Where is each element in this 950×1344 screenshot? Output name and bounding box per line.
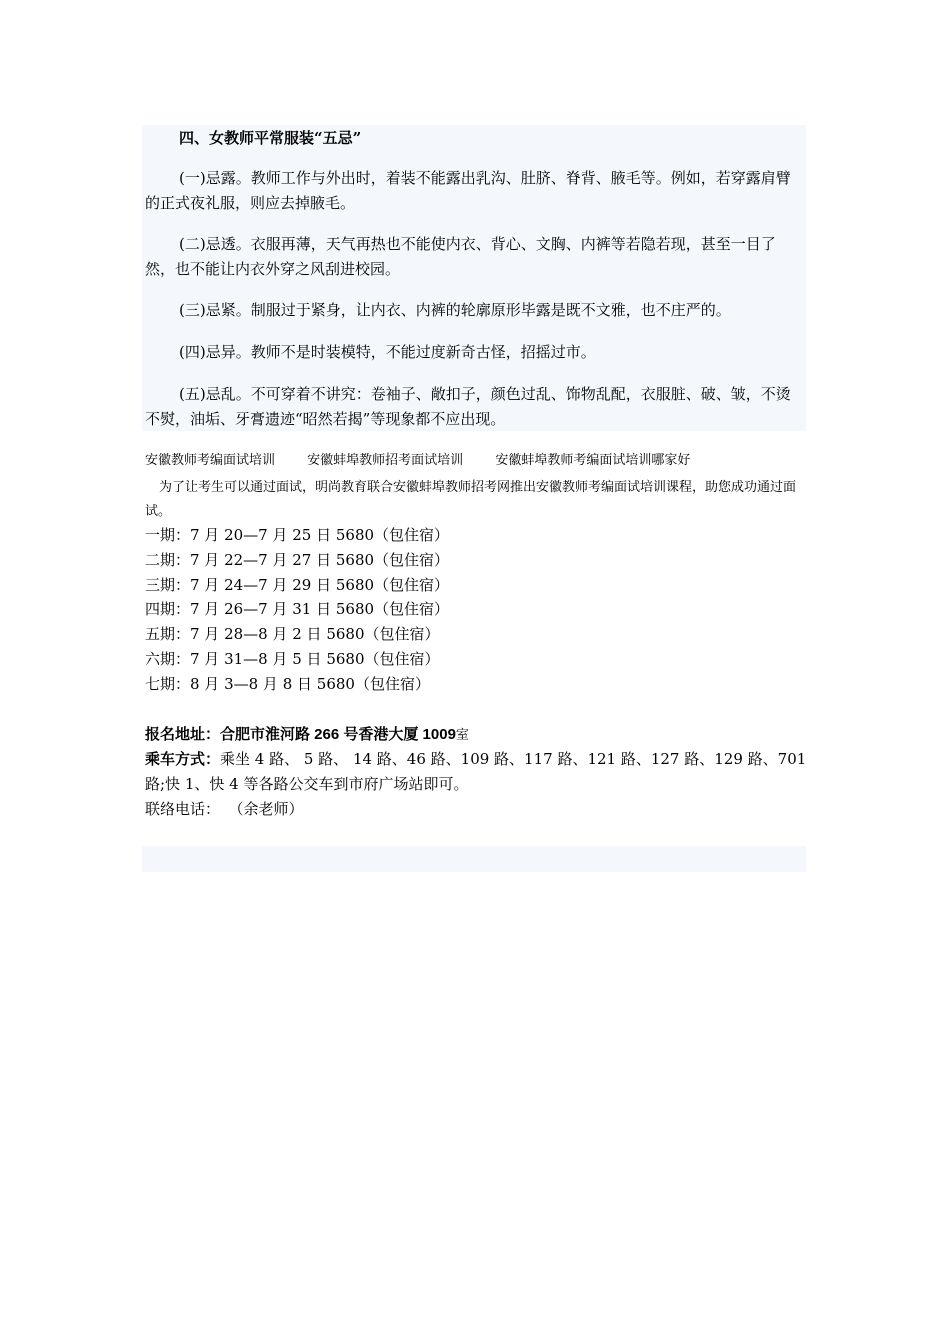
related-link-2[interactable]: 安徽蚌埠教师招考面试培训 xyxy=(307,453,464,468)
contact-label: 联络电话： xyxy=(145,800,221,818)
contact-value: （余老师） xyxy=(236,800,304,818)
related-link-3[interactable]: 安徽蚌埠教师考编面试培训哪家好 xyxy=(495,453,691,468)
period-5: 五期：7 月 28—8 月 2 日 5680（包住宿） xyxy=(145,625,440,643)
contact-line xyxy=(145,797,825,822)
taboo-item-2: (二)忌透。衣服再薄，天气再热也不能使内衣、背心、文胸、内裤等若隐若现，甚至一目了然，也不能让内衣外穿之风刮进校园。 xyxy=(145,235,776,278)
address-value: 合肥市淮河路 266 号香港大厦 1009 xyxy=(220,726,456,743)
transport-value: 乘坐 4 路、 5 路、 14 路、46 路、109 路、117 路、121 路、127 路、129 路、701 路;快 1、快 4 等各路公交车到市府广场站即可。 xyxy=(145,750,807,793)
section-heading: 四、女教师平常服装“五忌” xyxy=(179,129,362,147)
bottom-shaded-bar xyxy=(142,846,806,872)
related-links xyxy=(145,452,718,470)
transport-line xyxy=(145,747,825,797)
period-6: 六期：7 月 31—8 月 5 日 5680（包住宿） xyxy=(145,650,440,668)
period-3: 三期：7 月 24—7 月 29 日 5680（包住宿） xyxy=(145,576,450,594)
address-suffix: 室 xyxy=(455,728,469,743)
transport-label: 乘车方式： xyxy=(145,751,221,768)
intro-paragraph: 为了让考生可以通过面试，明尚教育联合安徽蚌埠教师招考网推出安徽教师考编面试培训课程，助您成功通过面试。 xyxy=(145,480,797,519)
period-7: 七期：8 月 3—8 月 8 日 5680（包住宿） xyxy=(145,675,430,693)
period-2: 二期：7 月 22—7 月 27 日 5680（包住宿） xyxy=(145,551,450,569)
related-link-1[interactable]: 安徽教师考编面试培训 xyxy=(145,453,276,468)
taboo-item-4: (四)忌异。教师不是时装模特，不能过度新奇古怪，招摇过市。 xyxy=(179,343,596,361)
period-4: 四期：7 月 26—7 月 31 日 5680（包住宿） xyxy=(145,600,450,618)
address-line xyxy=(145,722,825,748)
taboo-item-5: (五)忌乱。不可穿着不讲究：卷袖子、敞扣子，颜色过乱、饰物乱配，衣服脏、破、皱，不烫不熨，油垢、牙膏遗迹“昭然若揭”等现象都不应出现。 xyxy=(145,385,791,428)
taboo-item-1: (一)忌露。教师工作与外出时，着装不能露出乳沟、肚脐、脊背、腋毛等。例如，若穿露肩臂的正式夜礼服，则应去掉腋毛。 xyxy=(145,169,791,212)
period-1: 一期：7 月 20—7 月 25 日 5680（包住宿） xyxy=(145,526,450,544)
taboo-item-3: (三)忌紧。制服过于紧身，让内衣、内裤的轮廓原形毕露是既不文雅，也不庄严的。 xyxy=(179,301,731,319)
address-label: 报名地址： xyxy=(145,726,221,743)
